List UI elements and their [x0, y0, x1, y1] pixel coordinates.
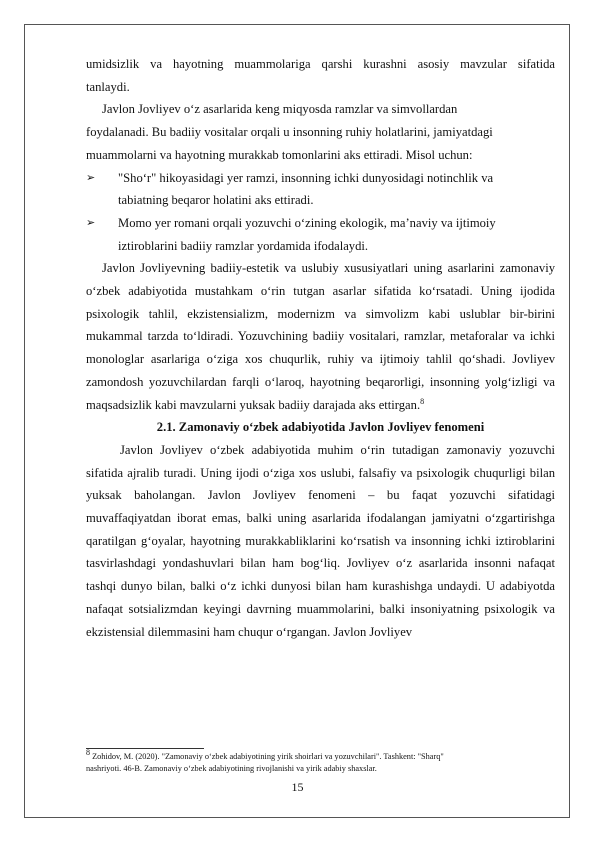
bullet-line: tabiatning beqaror holatini aks ettiradi. — [118, 193, 314, 208]
bullet-line: "Sho‘r" hikoyasidagi yer ramzi, insonning ichki dunyosidagi notinchlik va — [118, 170, 494, 185]
body-paragraph: Javlon Jovliyev o‘zbek adabiyotida muhim o‘rin tutadigan zamonaviy yozuvchi sifatida ajralib turadi. Uning ijodi o‘ziga xos uslubi, falsafiy va psixologik chuqurligi bilan yuksak baholangan. Javlon Jovliyev fenomeni – bu faqat yozuvchi sifatidagi muvaffaqiyatdan iborat emas, balki uning asarlarida ifodalangan jamiyatni o‘zgartirishga qaratilgan g‘oyalar, hayotning murakkabliklarini ko‘rsatish va insonning ichki iztiroblarini tasvirlashdagi yondashuvlari bilan ham bog‘liq. Jovliyev o‘z asarlarida insonni nafaqat tashqi dunyo bilan, balki o‘z ichki dunyosi bilan ham kurashishga undaydi. U adabiyotda nafaqat sotsializmdan keyingi davrning muammolarini, balki insoniyatning psixologik va ekzistensial dilemmasini ham chuqur o‘rgangan. Javlon Jovliyev — [86, 442, 555, 639]
bullet-line: iztiroblarini badiiy ramzlar yordamida ifodalaydi. — [118, 238, 369, 253]
page-number: 15 — [291, 780, 304, 794]
section-heading: 2.1. Zamonaviy o‘zbek adabiyotida Javlon Jovliyev fenomeni — [156, 420, 485, 435]
footnote-text: Zohidov, M. (2020). "Zamonaviy o‘zbek adabiyotining yirik shoirlari va yozuvchilari". Tashkent: "Sharq" — [90, 752, 444, 761]
body-paragraph — [86, 257, 555, 416]
bullet-line: Momo yer romani orqali yozuvchi o‘zining ekologik, ma’naviy va ijtimoiy — [118, 215, 496, 230]
bullet-item — [86, 212, 555, 257]
footnote-ref[interactable]: 8 — [420, 396, 425, 406]
footnote-number: 8 — [86, 748, 90, 758]
main-text — [86, 53, 555, 643]
bullet-item — [86, 167, 555, 212]
arrowhead-right-icon: ➢ — [86, 171, 96, 184]
paragraph-line: muammolarni va hayotning murakkab tomonlarini aks ettiradi. Misol uchun: — [86, 147, 473, 162]
paragraph-line: tanlaydi. — [86, 79, 130, 94]
paragraph-text: Javlon Jovliyevning badiiy-estetik va uslubiy xususiyatlari uning asarlarini zamonaviy o‘zbek adabiyotida mustahkam o‘rin tutgan asarlar sifatida ko‘rsatadi. Uning ijodida psixologik tahlil, ekzistensializm, modernizm va simvolizm kabi uslublar bir-birini mukammal tarzda to‘ldiradi. Yozuvchining badiiy vositalari, ramzlar, metaforalar va ichki monologlar asarlariga o‘ziga xos chuqurlik, ruhiy va ijtimoiy tahlil qo‘shadi. Jovliyev zamondosh yozuvchilardan farqli o‘laroq, hayotning beqarorligi, insonning yolg‘izligi va maqsadsizlik kabi mavzularni yuksak badiiy darajada aks ettirgan. — [86, 261, 555, 412]
footnote-text: nashriyoti. 46-B. Zamonaviy o‘zbek adabiyotining rivojlanishi va yirik adabiy shaxslar. — [86, 764, 377, 773]
paragraph-line: umidsizlik va hayotning muammolariga qarshi kurashni asosiy mavzular sifatida — [86, 57, 555, 71]
footnote-divider — [86, 748, 204, 749]
footnote — [86, 748, 555, 775]
paragraph-line: Javlon Jovliyev o‘z asarlarida keng miqyosda ramzlar va simvollardan — [102, 102, 458, 117]
paragraph-line: foydalanadi. Bu badiiy vositalar orqali u insonning ruhiy holatlarini, jamiyatdagi — [86, 125, 493, 140]
arrowhead-right-icon: ➢ — [86, 216, 96, 229]
